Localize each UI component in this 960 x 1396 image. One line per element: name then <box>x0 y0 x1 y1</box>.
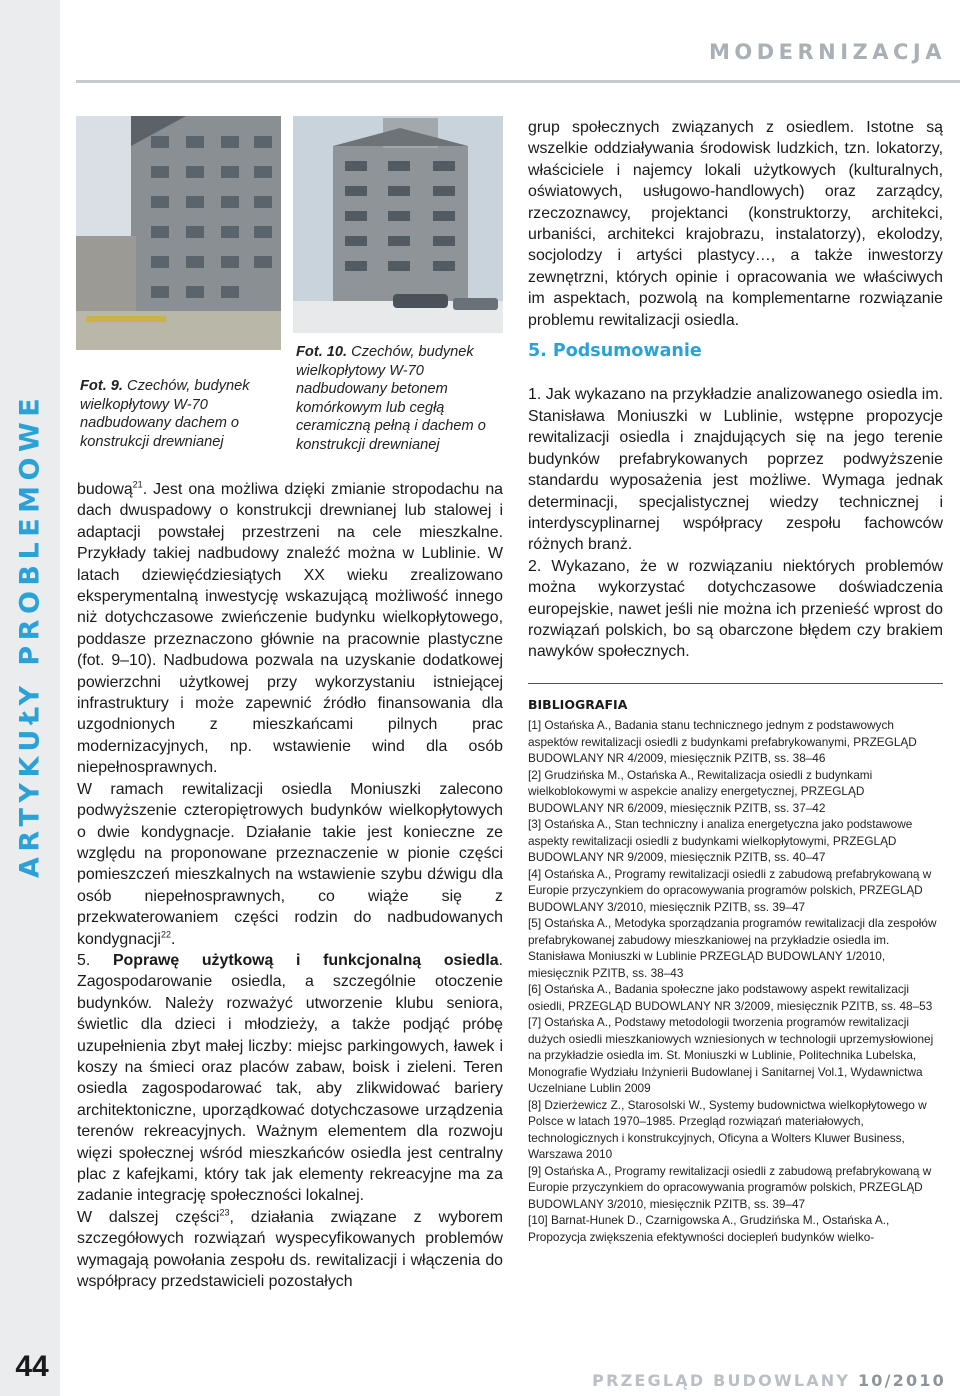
right-text-column <box>528 117 943 1245</box>
figure-9-caption <box>80 377 280 451</box>
section-tag: MODERNIZACJA <box>708 40 946 64</box>
left-text-column <box>77 479 503 1292</box>
paragraph: 1. Jak wykazano na przykładzie analizowanego osiedla im. Stanisława Moniuszki w Lublinie, wstępne propozycje rewitalizacji osiedla i znajdujących się na jego terenie budynków prefabrykowanych poprzez podwyższenie standardu wyposażenia jest możliwe. Wymaga jednak determinacji, specjalistycznej wiedzy technicznej i interdyscyplinarnej współpracy zespołu fachowców różnych branż. <box>528 386 943 554</box>
figure-10-label: Fot. 10. <box>296 344 348 360</box>
paragraph: W ramach rewitalizacji osiedla Moniuszki zalecono podwyższenie czteropiętrowych budynków wielkopłytowych o dwie kondygnacje. Działanie takie jest konieczne ze względu na proponowane przeznaczenie w pionie części pomieszczeń mieszkalnych na wstawienie szybu dźwigu dla osób niepełnosprawnych, co wiąże się z przekwaterowaniem części rodzin do nadbudowanych kondygnacji$^{22}$. <box>77 780 503 948</box>
bibliography-entry: [1] Ostańska A., Badania stanu technicznego jednym z podstawowych aspektów rewitalizacji osiedli z budynkami prefabrykowanymi, PRZEGLĄD BUDOWLANY NR 4/2009, miesięcznik PZITB, ss. 38–46 <box>528 718 917 766</box>
bibliography-entry: [8] Dzierżewicz Z., Starosolski W., Systemy budownictwa wielkopłytowego w Polsce w latach 1970–1985. Przegląd rozwiązań materiałowych, technologicznych i konstrukcyjnych, Oficyna a Wolters Kluwer Business, Warszawa 2010 <box>528 1097 927 1162</box>
figure-10-text: Czechów, budynek wielkopłytowy W-70 nadbudowany betonem komórkowym lub cegłą ceramiczną pełną i dachem o konstrukcji drewnianej <box>296 344 486 453</box>
page-number: 44 <box>15 1350 49 1383</box>
photo-9 <box>76 116 281 350</box>
bibliography-list <box>528 717 943 1245</box>
bibliography-entry: [3] Ostańska A., Stan techniczny i analiza energetyczna jako podstawowe aspekty rewitalizacji osiedli z budynkami wielkopłytowymi, PRZEGLĄD BUDOWLANY NR 9/2009, miesięcznik PZITB, ss. 40–47 <box>528 817 913 865</box>
photo-10 <box>293 116 503 333</box>
footer-journal: PRZEGLĄD BUDOWLANY <box>592 1371 851 1390</box>
paragraph: 5. Poprawę użytkową i funkcjonalną osiedla. Zagospodarowanie osiedla, a szczególnie otoczenie budynków. Należy rozważyć utworzenie klubu seniora, świetlic dla dzieci i młodzieży, a także podjąć próbę uzupełnienia zbyt małej liczby: miejsc parkingowych, ławek i koszy na śmieci oraz placów zabaw, boisk i zieleni. Teren osiedla zagospodarować tak, aby zlikwidować bariery architektoniczne, uporządkować dotychczasowe urządzenia terenów rekreacyjnych. Ważnym elementem dla rozwoju więzi społecznej wśród mieszkańców osiedla jest centralny plac z kafejkami, który tak jak elementy rekreacyjne ma za zadanie integrację społeczności lokalnej. <box>77 951 504 1205</box>
bibliography-heading: BIBLIOGRAFIA <box>528 683 943 715</box>
photo-10-image <box>293 116 503 333</box>
figure-9-label: Fot. 9. <box>80 378 123 394</box>
paragraph: W dalszej części$^{23}$, działania związane z wyborem szczegółowych rozwiązań wyspecyfikowanych problemów wymagają powołania zespołu ds. rewitalizacji i włączenia do współpracy przedstawicieli pozostałych <box>77 1207 503 1291</box>
bibliography-entry: [9] Ostańska A., Programy rewitalizacji osiedli z zabudową prefabrykowaną w Europie przyczynkiem do opracowywania programów polskich, PRZEGLĄD BUDOWLANY 3/2010, miesięcznik PZITB, ss. 39–47 <box>528 1163 932 1211</box>
bibliography-entry: [10] Barnat-Hunek D., Czarnigowska A., Grudzińska M., Ostańska A., Propozycja zwiększenia efektywności dociepleń budynków wielko- <box>528 1213 890 1244</box>
figure-10-caption <box>296 343 503 454</box>
footer <box>592 1371 946 1390</box>
bibliography-entry: [5] Ostańska A., Metodyka sporządzania programów rewitalizacji dla zespołów prefabrykowanej zabudowy mieszkaniowej na przykładzie osiedla im. Stanisława Moniuszki w Lublinie PRZEGLĄD BUDOWLANY 1/2010, miesięcznik PZITB, ss. 38–43 <box>528 916 937 980</box>
section-side-title: ARTYKUŁY PROBLEMOWE <box>14 392 46 878</box>
photo-9-image <box>76 116 281 350</box>
footer-issue: 10/2010 <box>857 1371 946 1390</box>
figure-9-text: Czechów, budynek wielkopłytowy W-70 nadbudowany dachem o konstrukcji drewnianej <box>80 378 250 450</box>
section-heading: 5. Podsumowanie <box>528 341 702 362</box>
header-rule <box>76 80 960 83</box>
paragraph: budową$^{21}$. Jest ona możliwa dzięki zmianie stropodachu na dach dwuspadowy o konstrukcji drewnianej lub stalowej i adaptacji powstałej przestrzeni na cele mieszkalne. Przykłady takiej nadbudowy znaleźć można w Lublinie. W latach dziewięćdziesiątych XX wieku zrealizowano eksperymentalną inwestycję wskazującą możliwość innego niż dotychczasowe zwieńczenie budynku wielkopłytowego, poddasze przeznaczono głównie na pracownie plastyczne (fot. 9–10). Nadbudowa pozwala na uzyskanie dodatkowej powierzchni użytkowej przy wykorzystaniu istniejącej infrastruktury i może zapewnić źródło finansowania dla uzgodnionych z mieszkańcami pilnych prac modernizacyjnych, np. wstawienie wind dla osób niepełnosprawnych. <box>77 479 503 777</box>
paragraph: grup społecznych związanych z osiedlem. Istotne są wszelkie oddziaływania środowisk ludzkich, tzn. lokatorzy, właściciele i najemcy lokali użytkowych (kulturalnych, oświatowych, usługowo-handlowych) oraz zarządcy, rzeczoznawcy, projektanci (konstruktorzy, architekci, urbaniści, architekci krajobrazu, instalatorzy), ekolodzy, socjolodzy i artyści plastycy…, a także inwestorzy zewnętrzni, których opinie i opracowania we właściwych im aspektach, pozwolą na komplementarne rozwiązanie problemu rewitalizacji osiedla. <box>528 119 943 329</box>
paragraph: 2. Wykazano, że w rozwiązaniu niektórych problemów można wykorzystać dotychczasowe doświadczenia europejskie, nawet jeśli nie można ich przenieść wprost do rozwiązań polskich, bo są obarczone błędem czy brakiem nawyków społecznych. <box>528 557 943 661</box>
bibliography-entry: [7] Ostańska A., Podstawy metodologii tworzenia programów rewitalizacji dużych osiedli mieszkaniowych wzniesionych w technologii uprzemysłowionej na przykładzie osiedla im. St. Moniuszki w Lublinie, Politechnika Lubelska, Monografie Wydziału Inżynierii Budowlanej i Sanitarnej Vol.1, Wydawnictwa Uczelniane Lublin 2009 <box>528 1015 934 1096</box>
bibliography-entry: [6] Ostańska A., Badania społeczne jako podstawowy aspekt rewitalizacji osiedli, PRZEGLĄD BUDOWLANY NR 3/2009, miesięcznik PZITB, ss. 48–53 <box>528 982 933 1013</box>
bibliography-entry: [2] Grudzińska M., Ostańska A., Rewitalizacja osiedli z budynkami wielkoblokowymi w aspekcie analizy energetycznej, PRZEGLĄD BUDOWLANY NR 6/2009, miesięcznik PZITB, ss. 37–42 <box>528 767 873 815</box>
bibliography-entry: [4] Ostańska A., Programy rewitalizacji osiedli z zabudową prefabrykowaną w Europie przyczynkiem do opracowywania programów polskich, PRZEGLĄD BUDOWLANY 3/2010, miesięcznik PZITB, ss. 39–47 <box>528 866 932 914</box>
